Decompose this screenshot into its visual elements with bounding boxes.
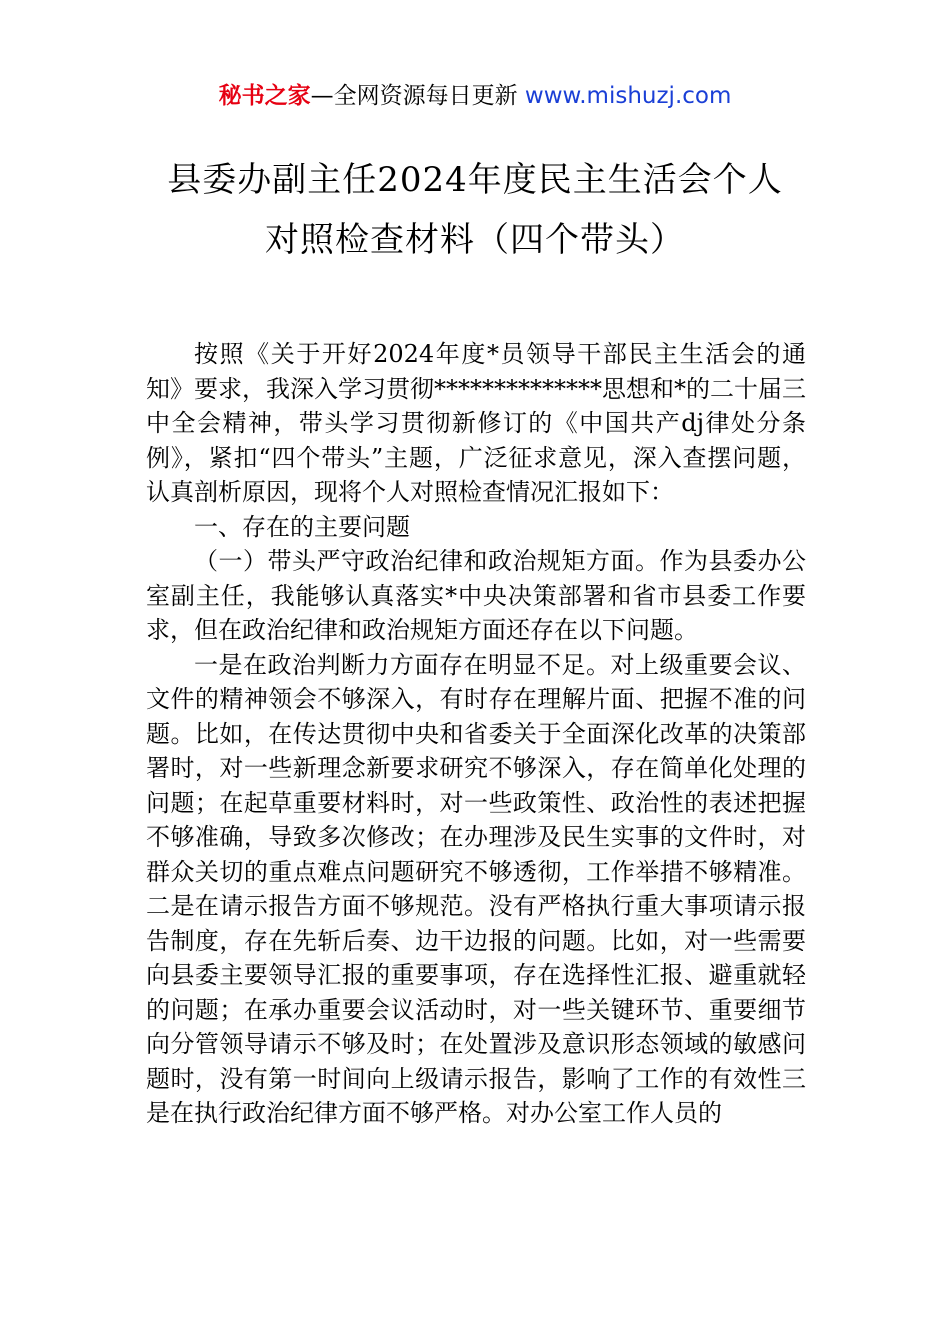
section-heading: 一、存在的主要问题 bbox=[194, 512, 410, 541]
title-line-2: 对照检查材料（四个带头） bbox=[265, 220, 685, 260]
site-brand: 秘书之家 bbox=[218, 83, 311, 109]
intro-paragraph: 按照《关于开好2024年度*员领导干部民主生活会的通知》要求，我深入学习贯彻**************思想和*的二十届三中全会精神，带头学习贯彻新修订的《中国共产dj律处分条例》，紧扣“四个带头”主题，广泛征求意见，深入查摆问题，认真剖析原因，现将个人对照检查情况汇报如下： bbox=[146, 340, 806, 506]
title-line-1: 县委办副主任2024年度民主生活会个人 bbox=[167, 160, 783, 200]
site-url-link[interactable]: www.mishuzj.com bbox=[524, 83, 732, 109]
subsection-heading-paragraph: （一）带头严守政治纪律和政治规矩方面。作为县委办公室副主任，我能够认真落实*中央决策部署和省市县委工作要求，但在政治纪律和政治规矩方面还存在以下问题。 bbox=[146, 547, 806, 644]
site-header bbox=[0, 80, 950, 112]
site-tagline: —全网资源每日更新 bbox=[310, 83, 525, 109]
body-paragraph: 一是在政治判断力方面存在明显不足。对上级重要会议、文件的精神领会不够深入，有时存在理解片面、把握不准的问题。比如，在传达贯彻中央和省委关于全面深化改革的决策部署时，对一些新理念新要求研究不够深入，存在简单化处理的问题；在起草重要材料时，对一些政策性、政治性的表述把握不够准确，导致多次修改；在办理涉及民生实事的文件时，对群众关切的重点难点问题研究不够透彻，工作举措不够精准。二是在请示报告方面不够规范。没有严格执行重大事项请示报告制度，存在先斩后奏、边干边报的问题。比如，对一些需要向县委主要领导汇报的重要事项，存在选择性汇报、避重就轻的问题；在承办重要会议活动时，对一些关键环节、重要细节向分管领导请示不够及时；在处置涉及意识形态领域的敏感问题时，没有第一时间向上级请示报告，影响了工作的有效性三是在执行政治纪律方面不够严格。对办公室工作人员的 bbox=[146, 650, 806, 1127]
document-title bbox=[60, 150, 890, 270]
document-body bbox=[146, 337, 806, 1131]
